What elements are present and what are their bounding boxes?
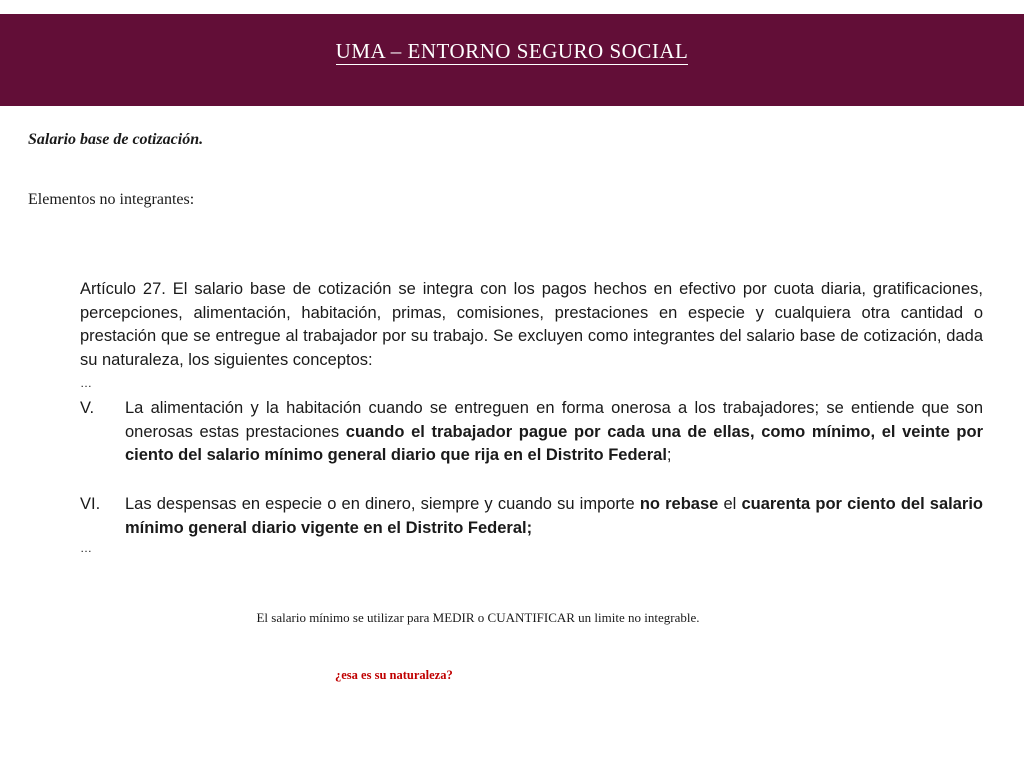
item-vi-bold-1: no rebase [639, 495, 719, 513]
slide-title-text: UMA – ENTORNO SEGURO SOCIAL [335, 39, 689, 63]
ellipsis-top: … [80, 376, 92, 390]
note-text: El salario mínimo se utilizar para MEDIR o CUANTIFICAR un limite no integrable. [256, 610, 700, 625]
item-vi-number: VI. [80, 495, 101, 513]
list-item-vi [80, 493, 983, 540]
item-vi-body [125, 493, 983, 540]
section-label: Elementos no integrantes: [28, 191, 195, 208]
article-paragraph: Artículo 27. El salario base de cotización se integra con los pagos hechos en efectivo por cuota diaria, gratificaciones, percepciones, alimentación, habitación, primas, comisiones, prestaciones en especie y cualquiera otra cantidad o prestación que se entregue al trabajador por su trabajo. Se excluyen como integrantes del salario base de cotización, dada su naturaleza, los siguientes conceptos: [80, 280, 983, 369]
ellipsis-bottom: … [80, 541, 92, 555]
list-item-v [80, 397, 983, 468]
item-vi-text-2: el [718, 495, 742, 513]
item-v-text-1: La alimentación y la habitación cuando se entreguen en forma onerosa a los trabajadores; se entiende que son onerosas estas prestaciones [125, 399, 983, 441]
item-v-number: V. [80, 399, 95, 417]
section-subtitle: Salario base de cotización. [28, 131, 204, 148]
question-text: ¿esa es su naturaleza? [335, 668, 453, 682]
item-v-text-2: ; [666, 446, 672, 464]
slide-title [0, 39, 1024, 64]
item-vi-bold-2: cuarenta por ciento del salario mínimo general diario vigente en el Distrito Federal; [125, 495, 983, 537]
item-v-body [125, 397, 983, 468]
item-vi-text-1: Las despensas en especie o en dinero, siempre y cuando su importe [125, 495, 640, 513]
item-v-bold-1: cuando el trabajador pague por cada una de ellas, como mínimo, el veinte por ciento del salario mínimo general diario que rija en el Distrito Federal [125, 422, 983, 464]
